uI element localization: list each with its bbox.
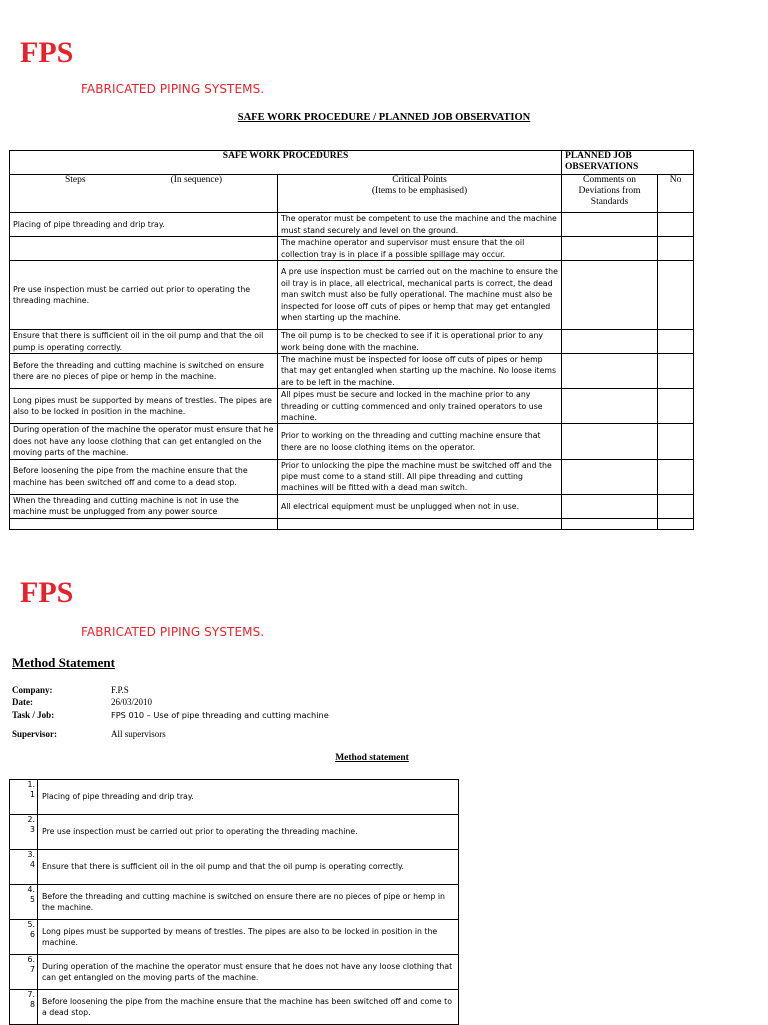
column-steps xyxy=(10,175,278,213)
step-cell: Placing of pipe threading and drip tray. xyxy=(10,213,278,237)
no-cell xyxy=(658,424,694,459)
date-label: Date: xyxy=(12,697,33,707)
no-cell xyxy=(658,459,694,494)
comments-cell xyxy=(562,494,658,518)
step-cell: Before loosening the pipe from the machine ensure that the machine has been switched off and come to a dead stop. xyxy=(10,459,278,494)
item-number: 3. 4 xyxy=(10,850,38,885)
item-text: Ensure that there is sufficient oil in the oil pump and that the oil pump is operating correctly. xyxy=(38,850,459,885)
step-cell: Before the threading and cutting machine is switched on ensure there are no pieces of pipe or hemp in the machine. xyxy=(10,354,278,389)
fps-logo-mark xyxy=(18,36,74,92)
table-row xyxy=(10,389,694,424)
safe-work-procedure-table xyxy=(9,150,694,530)
item-text: Placing of pipe threading and drip tray. xyxy=(38,780,459,815)
list-item xyxy=(10,780,459,815)
header-safe-work-procedures: SAFE WORK PROCEDURES xyxy=(10,151,562,175)
table-row xyxy=(10,459,694,494)
table-row xyxy=(10,354,694,389)
no-cell xyxy=(658,213,694,237)
comments-cell xyxy=(562,354,658,389)
no-cell xyxy=(658,261,694,330)
step-cell xyxy=(10,518,278,529)
item-number: 5. 6 xyxy=(10,920,38,955)
item-text: Long pipes must be supported by means of trestles. The pipes are also to be locked in position in the machine. xyxy=(38,920,459,955)
item-text: Before the threading and cutting machine is switched on ensure there are no pieces of pipe or hemp in the machine. xyxy=(38,885,459,920)
table-row xyxy=(10,330,694,354)
step-cell: During operation of the machine the operator must ensure that he does not have any loose clothing that can get entangled on the moving parts of the machine. xyxy=(10,424,278,459)
critical-cell xyxy=(278,518,562,529)
company-value: F.P.S xyxy=(111,685,129,695)
header-planned-job-observations: PLANNED JOB OBSERVATIONS xyxy=(562,151,694,175)
column-critical-points xyxy=(278,175,562,213)
table-row xyxy=(10,494,694,518)
step-cell xyxy=(10,237,278,261)
table-row xyxy=(10,424,694,459)
critical-cell: The machine must be inspected for loose off cuts of pipes or hemp that may get entangled when starting up the machine. No loose items are to be left in the machine. xyxy=(278,354,562,389)
supervisor-value: All supervisors xyxy=(111,729,166,739)
column-comments: Comments on Deviations from Standards xyxy=(562,175,658,213)
comments-cell xyxy=(562,518,658,529)
list-item xyxy=(10,885,459,920)
column-critical-label: Critical Points xyxy=(392,175,447,185)
comments-cell xyxy=(562,389,658,424)
comments-cell xyxy=(562,213,658,237)
step-cell: Ensure that there is sufficient oil in the oil pump and that the oil pump is operating correctly. xyxy=(10,330,278,354)
document-title: SAFE WORK PROCEDURE / PLANNED JOB OBSERVATION xyxy=(237,112,531,123)
critical-cell: Prior to working on the threading and cutting machine ensure that there are no loose clothing items on the operator. xyxy=(278,424,562,459)
comments-cell xyxy=(562,459,658,494)
comments-cell xyxy=(562,237,658,261)
critical-cell: All electrical equipment must be unplugged when not in use. xyxy=(278,494,562,518)
critical-cell: A pre use inspection must be carried out on the machine to ensure the oil tray is in place, all electrical, mechanical parts is correct, the dead man switch must also be fully operational. The machine must also be inspected for loose off cuts of pipes or hemp that may get entangled when starting up the machine. xyxy=(278,261,562,330)
list-item xyxy=(10,815,459,850)
date-value: 26/03/2010 xyxy=(111,697,153,707)
item-number: 1. 1 xyxy=(10,780,38,815)
no-cell xyxy=(658,518,694,529)
fps-logo xyxy=(18,36,74,92)
svg-text:FPS: FPS xyxy=(20,36,74,69)
step-cell: Pre use inspection must be carried out prior to operating the threading machine. xyxy=(10,261,278,330)
method-statement-title: Method Statement xyxy=(12,655,115,670)
comments-cell xyxy=(562,330,658,354)
table-row xyxy=(10,213,694,237)
method-statement-table xyxy=(9,779,459,1025)
no-cell xyxy=(658,389,694,424)
fps-logo xyxy=(18,576,74,632)
item-text: Pre use inspection must be carried out prior to operating the threading machine. xyxy=(38,815,459,850)
list-item xyxy=(10,990,459,1025)
item-number: 7. 8 xyxy=(10,990,38,1025)
critical-cell: The operator must be competent to use the machine and the machine must stand securely and level on the ground. xyxy=(278,213,562,237)
company-name: FABRICATED PIPING SYSTEMS. xyxy=(81,82,265,96)
svg-text:FPS: FPS xyxy=(20,576,74,609)
comments-cell xyxy=(562,261,658,330)
step-cell: When the threading and cutting machine is not in use the machine must be unplugged from any power source xyxy=(10,494,278,518)
list-item xyxy=(10,850,459,885)
item-number: 4. 5 xyxy=(10,885,38,920)
item-number: 6. 7 xyxy=(10,955,38,990)
column-steps-note: (In sequence) xyxy=(170,175,222,185)
column-critical-note: (Items to be emphasised) xyxy=(371,186,468,196)
table-row xyxy=(10,518,694,529)
column-no: No xyxy=(658,175,694,213)
table-row xyxy=(10,237,694,261)
no-cell xyxy=(658,237,694,261)
no-cell xyxy=(658,494,694,518)
supervisor-label: Supervisor: xyxy=(12,729,57,739)
item-text: During operation of the machine the operator must ensure that he does not have any loose clothing that can get entangled on the moving parts of the machine. xyxy=(38,955,459,990)
item-text: Before loosening the pipe from the machine ensure that the machine has been switched off and come to a dead stop. xyxy=(38,990,459,1025)
step-cell: Long pipes must be supported by means of trestles. The pipes are also to be locked in position in the machine. xyxy=(10,389,278,424)
critical-cell: The oil pump is to be checked to see if it is operational prior to any work being done with the machine. xyxy=(278,330,562,354)
method-statement-subtitle: Method statement xyxy=(335,753,409,763)
no-cell xyxy=(658,330,694,354)
company-name: FABRICATED PIPING SYSTEMS. xyxy=(81,625,265,639)
no-cell xyxy=(658,354,694,389)
task-label: Task / Job: xyxy=(12,710,55,720)
company-label: Company: xyxy=(12,685,53,695)
critical-cell: The machine operator and supervisor must ensure that the oil collection tray is in place if a possible spillage may occur. xyxy=(278,237,562,261)
critical-cell: Prior to unlocking the pipe the machine must be switched off and the pipe must come to a stand still. All pipe threading and cutting machines will be fitted with a dead man switch. xyxy=(278,459,562,494)
list-item xyxy=(10,955,459,990)
list-item xyxy=(10,920,459,955)
item-number: 2. 3 xyxy=(10,815,38,850)
task-value: FPS 010 – Use of pipe threading and cutting machine xyxy=(111,710,329,720)
column-steps-label: Steps xyxy=(65,175,86,185)
table-row xyxy=(10,261,694,330)
critical-cell: All pipes must be secure and locked in the machine prior to any threading or cutting commenced and only trained operators to use machine. xyxy=(278,389,562,424)
fps-logo-mark xyxy=(18,576,74,632)
comments-cell xyxy=(562,424,658,459)
